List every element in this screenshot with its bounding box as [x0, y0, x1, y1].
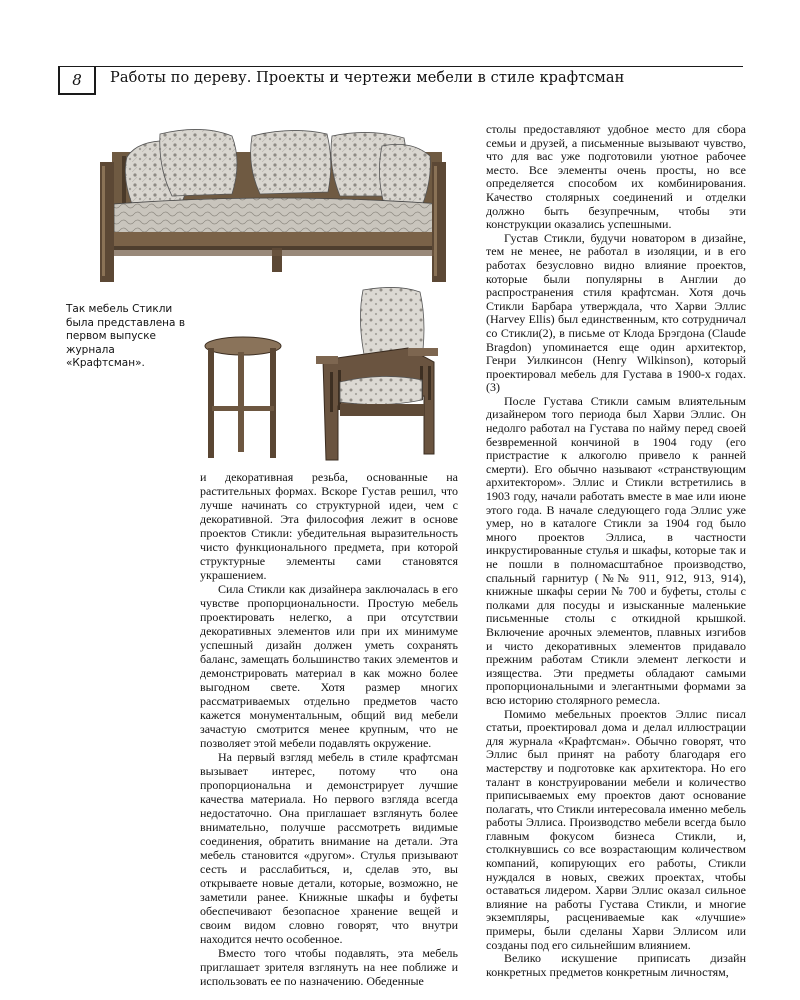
running-title: Работы по дереву. Проекты и чертежи мебели в стиле крафтсман: [110, 70, 625, 86]
armchair-table-drawing: [198, 286, 448, 462]
paragraph: На первый взгляд мебель в стиле крафтсман вызывает интерес, потому что она пропорциональна и демонстрирует лучшие качества материала. Но первого взгляда всегда недостаточно. Она приглашает взглянуть более внимательно, получше рассмотреть видимые соединения, обратить внимание на детали. Эта мебель становится «другом». Стулья призывают сесть и расслабиться, и, сделав это, вы открываете новые детали, которые, возможно, не заметили ранее. Книжные шкафы и буфеты обеспечивают безопасное хранение вещей и своим видом словно говорят, что внутри находится нечто особенное.: [200, 750, 458, 946]
paragraph: Густав Стикли, будучи новатором в дизайне, тем не менее, не работал в изоляции, и в его работах безусловно видно влияние проектов, которые были популярны в Англии до распространения стиля крафтсман. Хотя дочь Стикли Барбара утверждала, что Харви Эллис (Harvey Ellis) был единственным, кто сотрудничал со Стикли(2), в письме от Клода Брэгдона (Claude Bragdon) упоминается еще один архитектор, Генри Уилкинсон (Henry Wilkinson), который проектировал мебель для Густава в 1900-х годах.(3): [486, 230, 746, 395]
header-rule: [58, 66, 743, 67]
image-caption: Так мебель Стикли была представлена в первом выпуске журнала «Крафтсман».: [66, 303, 186, 370]
sofa-drawing: [92, 122, 452, 292]
paragraph: столы предоставляют удобное место для сбора семьи и друзей, а письменные вызывают чувство, что для вас уже подготовили уютное рабочее место. Все элементы очень просты, но все определяется способом их комбинирования. Качество столярных соединений и отделки должно быть безупречным, чтобы эти конструкции оказались успешными.: [486, 122, 746, 232]
left-text-column: [200, 470, 458, 988]
page-number: 8: [58, 67, 96, 95]
paragraph: Велико искушение приписать дизайн конкретных предметов конкретным личностям,: [486, 951, 746, 979]
right-text-column: [486, 123, 746, 979]
paragraph: Сила Стикли как дизайнера заключалась в его чувстве пропорциональности. Простую мебель проектировать нелегко, а при отсутствии декоративных элементов или при их минимуме успешный дизайн должен уметь сохранять баланс, замещать большинство таких элементов и демонстрировать материал в как можно более выгодном свете. Хотя размер многих рассматриваемых отдельно предметов часто кажется монументальным, общий вид мебели зачастую смотрится менее крупным, что не позволяет этой мебели подавлять окружение.: [200, 582, 458, 750]
paragraph: Помимо мебельных проектов Эллис писал статьи, проектировал дома и делал иллюстрации для журнала «Крафтсман». Обычно говорят, что Эллис был принят на работу благодаря его мастерству и подготовке как архитектора. Но его талант в конструировании мебели и количество приписываемых ему проектов дают основание полагать, что Стикли интересовала именно мебель работы Эллиса. Производство мебели всегда было главным фокусом бизнеса Стикли, и, столкнувшись со все возрастающим количеством компаний, копирующих его работы, Стикли нуждался в новых, свежих проектах, чтобы оставаться лидером. Харви Эллис оказал сильное влияние на работы Густава Стикли, и многие экземпляры, расцениваемые как «лучшие» примеры, были сделаны Харви Эллисом или созданы под его сильнейшим влиянием.: [486, 706, 746, 952]
paragraph: и декоративная резьба, основанные на растительных формах. Вскоре Густав решил, что лучше начинать со структурной идеи, чем с декоративной. Эта философия лежит в основе проектов Стикли: убедительная выразительность чисто функционального предмета, при которой структурные элементы сами становятся украшением.: [200, 470, 458, 582]
armchair-table-image: [198, 286, 448, 462]
paragraph: Вместо того чтобы подавлять, эта мебель приглашает зрителя взглянуть на нее поближе и использовать ее по назначению. Обеденные: [200, 946, 458, 988]
paragraph: После Густава Стикли самым влиятельным дизайнером того периода был Харви Эллис. Он недолго работал на Густава по найму перед своей безвременной кончиной в 1904 году (его пристрастие к алкоголю привело к ранней смерти). Его обычно называют «странствующим архитектором». Эллис и Стикли встретились в 1903 году, начали работать вместе в мае или июне этого года. В начале следующего года Эллис уже умер, но в каталоге Стикли за 1904 год было много проектов Эллиса, в частности инкрустированные стулья и шкафы, которые так и не пошли в полномасштабное производство, спальный гарнитур (№№ 911, 912, 913, 914), книжные шкафы серии № 700 и буфеты, столы с полками для посуды и изысканные маленькие письменные столы с откидной крышкой. Включение арочных элементов, плавных изгибов и чисто декоративных элементов придавало прежним работам Стикли элемент легкости и изящества. Эти предметы обладают самыми пропорциональными и элегантными формами за всю историю столярного ремесла.: [486, 393, 746, 707]
settle-sofa-image: [92, 122, 452, 292]
running-header: [58, 66, 743, 96]
